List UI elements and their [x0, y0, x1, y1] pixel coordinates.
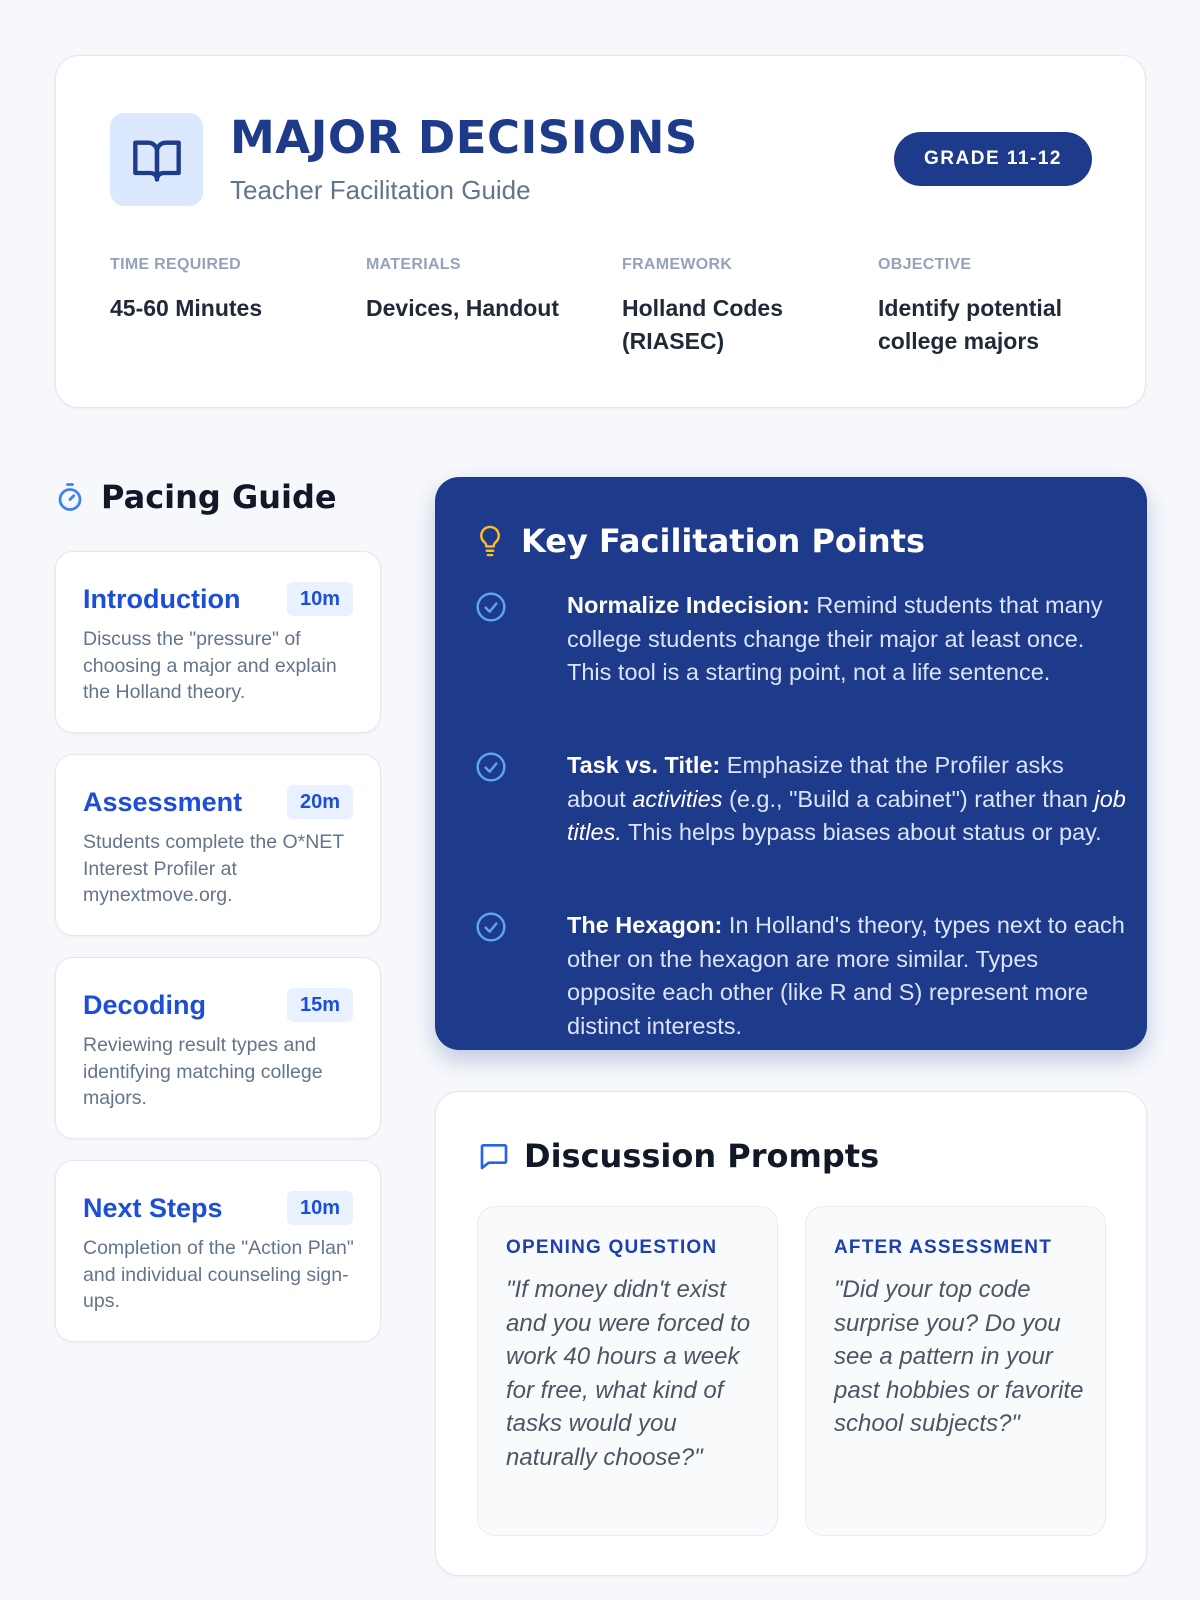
check-circle-icon [475, 591, 507, 623]
key-point-lead: Normalize Indecision: [567, 592, 810, 618]
pacing-guide-title: Pacing Guide [101, 478, 337, 516]
key-point-lead: The Hexagon: [567, 912, 723, 938]
check-circle-icon [475, 911, 507, 943]
header-card [55, 55, 1146, 408]
meta-time-required [110, 256, 350, 325]
discussion-prompts-title: Discussion Prompts [524, 1137, 880, 1175]
key-point-emphasis: activities [632, 785, 723, 812]
key-point-body: (e.g., "Build a cabinet") rather than [722, 785, 1095, 812]
chat-bubble-icon [478, 1140, 510, 1172]
pacing-item-next-steps [55, 1160, 381, 1342]
key-point-text [567, 589, 1127, 690]
pacing-item-assessment [55, 754, 381, 936]
page-subtitle: Teacher Facilitation Guide [230, 175, 531, 205]
pacing-time-badge: 15m [287, 988, 353, 1022]
prompt-label: OPENING QUESTION [506, 1237, 718, 1258]
key-point-text [567, 909, 1127, 1043]
pacing-item-title: Next Steps [83, 1193, 223, 1223]
logo-box [110, 113, 203, 206]
stopwatch-icon [55, 481, 87, 513]
pacing-item-decoding [55, 957, 381, 1139]
meta-value: Holland Codes (RIASEC) [622, 295, 784, 354]
pacing-item-title: Decoding [83, 990, 207, 1020]
key-point-lead: Task vs. Title: [567, 752, 721, 778]
discussion-prompts-heading [478, 1136, 879, 1176]
meta-framework [622, 256, 822, 358]
key-point-body: Emphasize that the Profiler asks about [567, 752, 1064, 812]
key-points-title: Key Facilitation Points [521, 522, 925, 560]
pacing-item-title: Assessment [83, 787, 243, 817]
grade-badge: GRADE 11-12 [894, 132, 1092, 186]
pacing-time-badge: 20m [287, 785, 353, 819]
prompt-label: AFTER ASSESSMENT [834, 1237, 1053, 1258]
meta-value: Identify potential college majors [878, 295, 1062, 354]
prompt-text: "Did your top code surprise you? Do you see a pattern in your past hobbies or favorite school subjects?" [834, 1276, 1084, 1437]
key-point-text [567, 749, 1127, 850]
discussion-prompts-card [435, 1091, 1147, 1576]
meta-label: TIME REQUIRED [110, 256, 242, 273]
prompt-after-assessment [805, 1206, 1106, 1536]
pacing-item-description: Students complete the O*NET Interest Profiler at mynextmove.org. [83, 831, 344, 906]
meta-value: 45-60 Minutes [110, 295, 263, 321]
key-point-body: Remind students that many college students change their major at least once. This tool is a starting point, not a life sentence. [567, 592, 1103, 685]
pacing-item-title: Introduction [83, 584, 241, 614]
pacing-time-badge: 10m [287, 1191, 353, 1225]
meta-label: MATERIALS [366, 256, 461, 273]
meta-label: FRAMEWORK [622, 256, 733, 273]
prompt-text: "If money didn't exist and you were forced to work 40 hours a week for free, what kind of tasks would you naturally choose?" [506, 1276, 751, 1471]
pacing-item-description: Completion of the "Action Plan" and individual counseling sign-ups. [83, 1237, 354, 1312]
key-points-heading [477, 521, 925, 561]
key-point-body: This helps bypass biases about status or pay. [621, 819, 1102, 845]
meta-materials [366, 256, 606, 325]
meta-objective [878, 256, 1098, 358]
pacing-item-description: Discuss the "pressure" of choosing a major and explain the Holland theory. [83, 628, 337, 703]
check-circle-icon [475, 751, 507, 783]
meta-label: OBJECTIVE [878, 256, 972, 273]
key-point-emphasis: job titles. [567, 785, 1126, 845]
pacing-guide-heading [55, 478, 337, 516]
key-facilitation-points-card [435, 477, 1147, 1050]
pacing-item-introduction [55, 551, 381, 733]
meta-value: Devices, Handout [366, 295, 559, 321]
prompt-opening-question [477, 1206, 778, 1536]
page-title: MAJOR DECISIONS [230, 111, 698, 164]
pacing-time-badge: 10m [287, 582, 353, 616]
key-point-body: In Holland's theory, types next to each other on the hexagon are more similar. Types opposite each other (like R and S) represent more distinct interests. [567, 912, 1125, 1039]
open-book-icon [131, 134, 183, 186]
pacing-item-description: Reviewing result types and identifying matching college majors. [83, 1034, 323, 1109]
lightbulb-icon [477, 523, 505, 559]
